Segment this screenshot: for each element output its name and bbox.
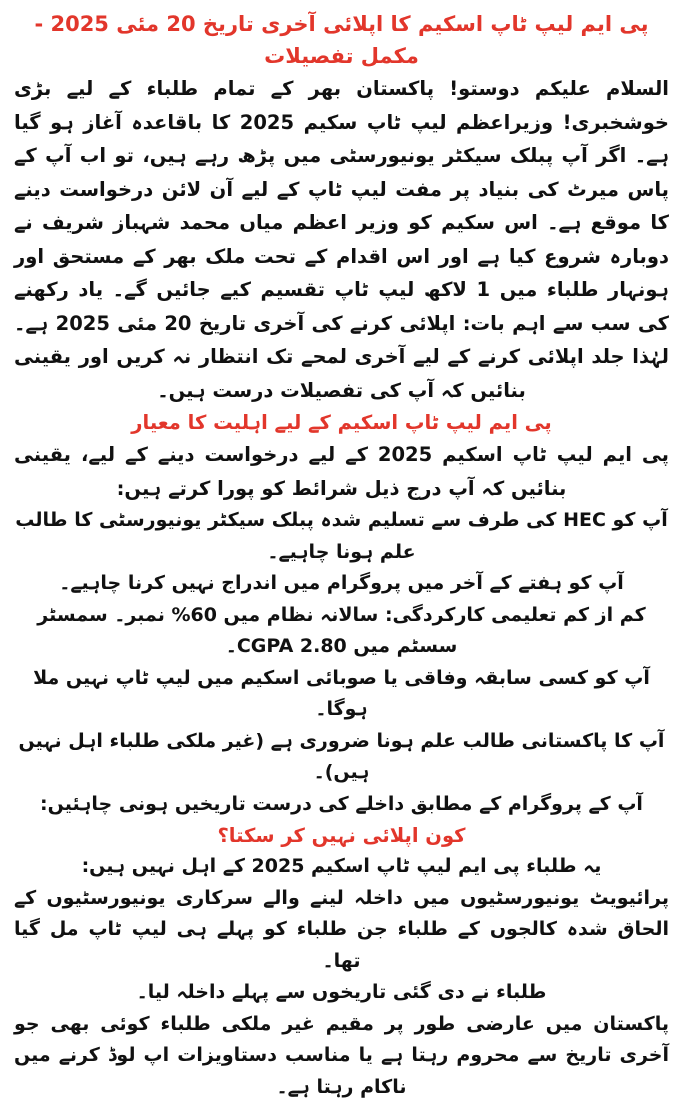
ineligible-item: طلباء نے دی گئی تاریخوں سے پہلے داخلہ لیا۔ [14, 977, 669, 1009]
ineligible-intro: یہ طلباء پی ایم لیپ ٹاپ اسکیم 2025 کے اہل نہیں ہیں: [14, 851, 669, 883]
eligibility-item: آپ کے پروگرام کے مطابق داخلے کی درست تاریخیں ہونی چاہئیں: [14, 789, 669, 821]
eligibility-intro: پی ایم لیپ ٹاپ اسکیم 2025 کے لیے درخواست دینے کے لیے، یقینی بنائیں کہ آپ درج ذیل شرائط کو پورا کرتے ہیں: [14, 438, 669, 505]
ineligible-item: پاکستان میں عارضی طور پر مقیم غیر ملکی طلباء کوئی بھی جو آخری تاریخ سے محروم رہتا ہے یا مناسب دستاویزات اپ لوڈ کرنے میں ناکام رہتا ہے۔ [14, 1009, 669, 1103]
eligibility-item: آپ کو ہفتے کے آخر میں پروگرام میں اندراج نہیں کرنا چاہیے۔ [14, 568, 669, 600]
eligibility-item: آپ کو کسی سابقہ وفاقی یا صوبائی اسکیم میں لیپ ٹاپ نہیں ملا ہوگا۔ [14, 663, 669, 726]
ineligible-heading: کون اپلائی نہیں کر سکتا؟ [14, 820, 669, 851]
ineligible-list [14, 883, 669, 1103]
eligibility-list [14, 505, 669, 820]
eligibility-item: آپ کو HEC کی طرف سے تسلیم شدہ پبلک سیکٹر یونیورسٹی کا طالب علم ہونا چاہیے۔ [14, 505, 669, 568]
ineligible-item: پرائیویٹ یونیورسٹیوں میں داخلہ لینے والے سرکاری یونیورسٹیوں کے الحاق شدہ کالجوں کے طلباء جن طلباء کو پہلے ہی لیپ ٹاپ مل گیا تھا۔ [14, 883, 669, 978]
intro-paragraph: السلام علیکم دوستو! پاکستان بھر کے تمام طلباء کے لیے بڑی خوشخبری! وزیراعظم لیپ ٹاپ سکیم 2025 کا باقاعدہ آغاز ہو گیا ہے۔ اگر آپ پبلک سیکٹر یونیورسٹی میں پڑھ رہے ہیں، تو اب آپ کے پاس میرٹ کی بنیاد پر مفت لیپ ٹاپ کے لیے آن لائن درخواست دینے کا موقع ہے۔ اس سکیم کو وزیر اعظم میاں محمد شہباز شریف نے دوبارہ شروع کیا ہے اور اس اقدام کے تحت ملک بھر کے مستحق اور ہونہار طلباء میں 1 لاکھ لیپ ٹاپ تقسیم کیے جائیں گے۔ یاد رکھنے کی سب سے اہم بات: اپلائی کرنے کی آخری تاریخ 20 مئی 2025 ہے۔ لہٰذا جلد اپلائی کرنے کے لیے آخری لمحے تک انتظار نہ کریں اور یقینی بنائیں کہ آپ کی تفصیلات درست ہیں۔ [14, 72, 669, 407]
eligibility-heading: پی ایم لیپ ٹاپ اسکیم کے لیے اہلیت کا معیار [14, 407, 669, 438]
eligibility-item: آپ کا پاکستانی طالب علم ہونا ضروری ہے (غیر ملکی طلباء اہل نہیں ہیں)۔ [14, 726, 669, 789]
article-title: پی ایم لیپ ٹاپ اسکیم کا اپلائی آخری تاریخ 20 مئی 2025 - مکمل تفصیلات [14, 8, 669, 72]
eligibility-item: کم از کم تعلیمی کارکردگی: سالانہ نظام میں 60% نمبر۔ سمسٹر سسٹم میں CGPA 2.80۔ [14, 600, 669, 663]
